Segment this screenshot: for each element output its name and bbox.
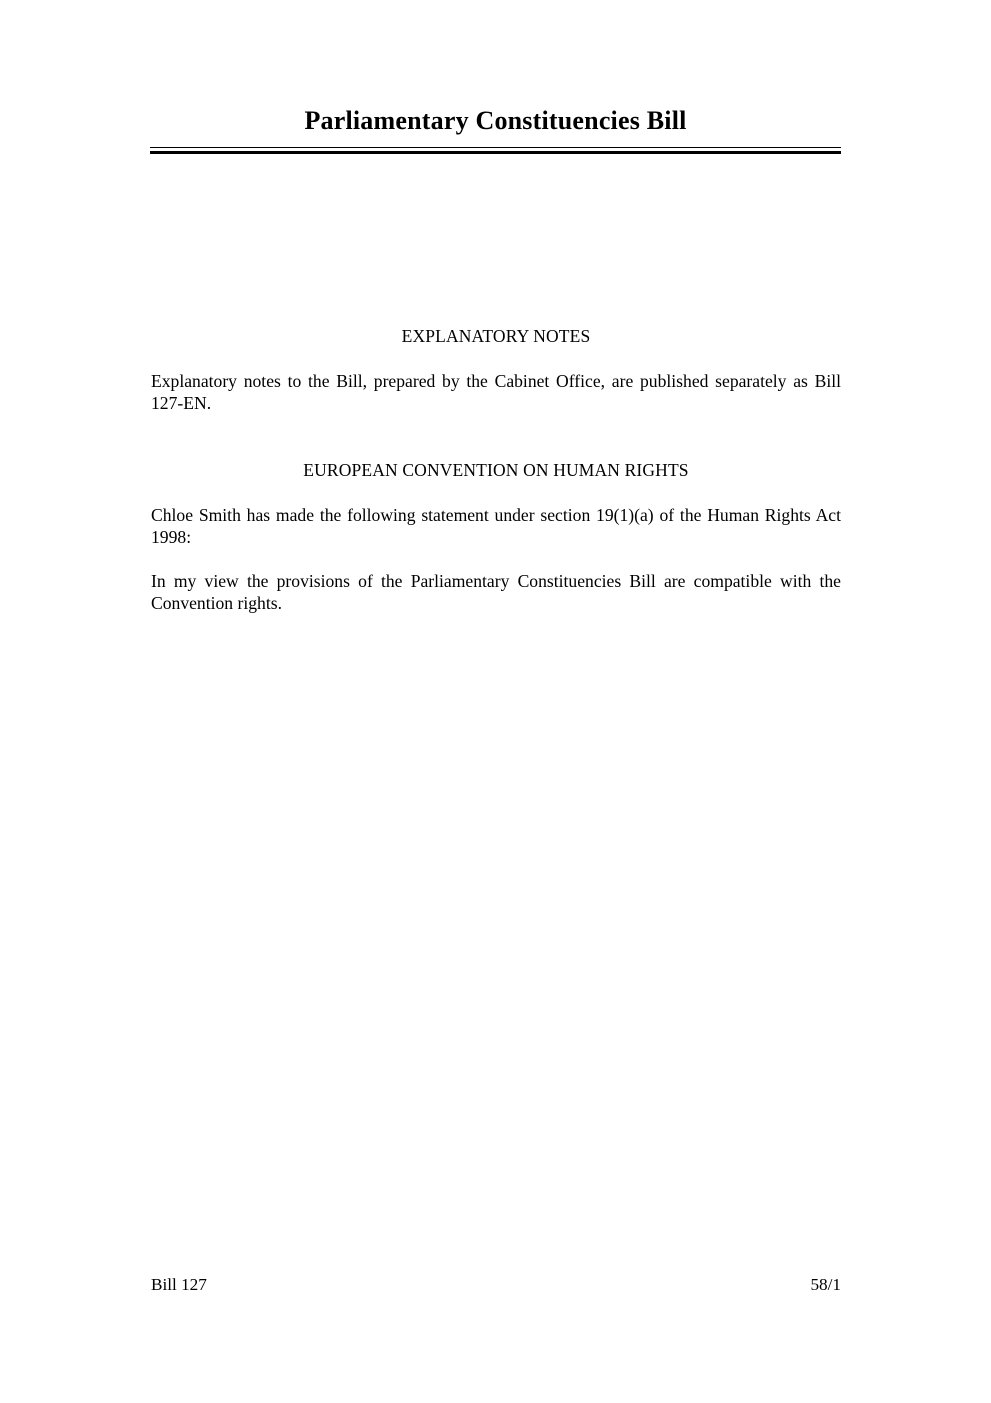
page-footer [151, 1274, 841, 1296]
paragraph-explanatory-notes: Explanatory notes to the Bill, prepared by the Cabinet Office, are published separately as Bill 127-EN. [151, 371, 841, 413]
title-block [150, 104, 841, 154]
footer-bill-number: Bill 127 [151, 1275, 207, 1294]
section-heading-european-convention: EUROPEAN CONVENTION ON HUMAN RIGHTS [303, 460, 689, 480]
title-double-rule [150, 147, 841, 154]
footer-page-reference: 58/1 [810, 1275, 841, 1294]
spacer [151, 481, 841, 504]
spacer [151, 548, 841, 570]
title-rule-thick [150, 151, 841, 154]
section-heading-explanatory-notes: EXPLANATORY NOTES [401, 326, 591, 346]
spacer [151, 347, 841, 370]
paragraph-statement-intro: Chloe Smith has made the following statement under section 19(1)(a) of the Human Rights Act 1998: [151, 505, 841, 547]
content-block [151, 325, 841, 614]
paragraph-compatibility-statement: In my view the provisions of the Parliamentary Constituencies Bill are compatible with the Convention rights. [151, 571, 841, 613]
spacer [151, 414, 841, 459]
page-title: Parliamentary Constituencies Bill [304, 106, 687, 135]
